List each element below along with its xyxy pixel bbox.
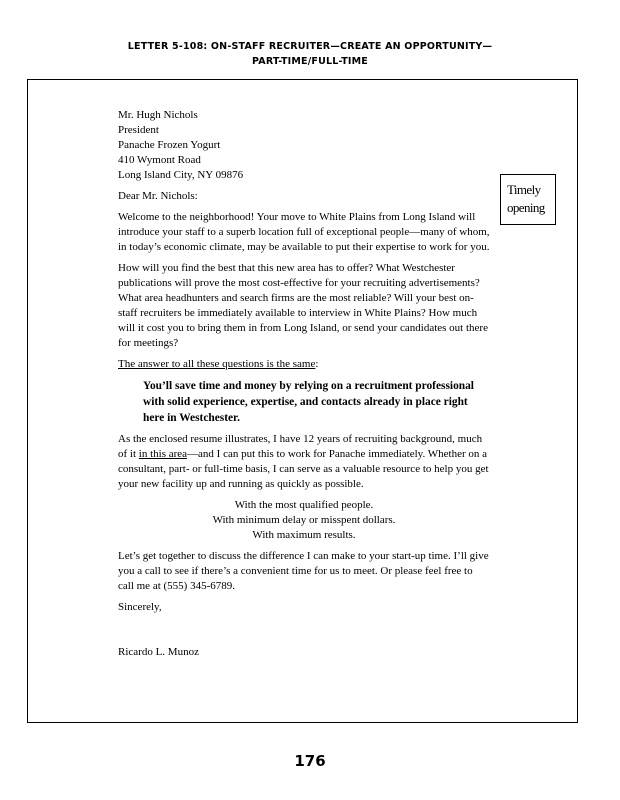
recipient-company: Panache Frozen Yogurt: [118, 139, 221, 151]
answer-lead-underlined: The answer to all these questions is the same: [118, 358, 316, 370]
recipient-name: Mr. Hugh Nichols: [118, 109, 198, 121]
recipient-title: President: [118, 124, 159, 136]
recipient-street: 410 Wymont Road: [118, 154, 201, 166]
letter-heading-line-1: LETTER 5-108: ON-STAFF RECRUITER—CREATE AN OPPORTUNITY—: [127, 41, 493, 52]
letter-body: [118, 108, 490, 660]
paragraph-resume-underlined: in this area: [138, 448, 188, 460]
page-number: 176: [294, 752, 326, 770]
paragraph-resume-part2: —and I can put this to work for Panache immediately. Whether on a consultant, part- or full-time basis, I can serve as a valuable resource to help you get your new facility up and running as quickly as possible.: [118, 448, 489, 490]
paragraph-resume: [118, 432, 490, 492]
centered-line: With the most qualified people.: [234, 499, 374, 511]
margin-note-box: Timely opening: [500, 174, 556, 225]
letter-heading-line-2: PART-TIME/FULL-TIME: [251, 56, 368, 67]
answer-lead-suffix: :: [315, 358, 319, 370]
recipient-city: Long Island City, NY 09876: [118, 169, 244, 181]
paragraph-call: Let’s get together to discuss the difference I can make to your start-up time. I’ll give you a call to see if there’s a convenient time for us to meet. Or please feel free to call me at (555) 345-6789.: [118, 550, 489, 592]
centered-line: With maximum results.: [252, 529, 356, 541]
centered-lines: [118, 498, 490, 543]
closing: Sincerely,: [118, 601, 162, 613]
bold-statement: You’ll save time and money by relying on a recruitment professional with solid experience, expertise, and contacts already in place right here in Westchester.: [143, 380, 474, 424]
paragraph-questions: How will you find the best that this new area has to offer? What Westchester publications will prove the most cost-effective for your recruiting advertisements? What area headhunters and search firms are the most reliable? Will your best on-staff recruiters be immediately available to interview in White Plains? How much will it cost you to bring them in from Long Island, or send your candidates out there for meetings?: [118, 262, 488, 349]
centered-line: With minimum delay or misspent dollars.: [212, 514, 396, 526]
signature-name: Ricardo L. Munoz: [118, 646, 199, 658]
answer-lead: [118, 357, 490, 372]
paragraph-welcome: Welcome to the neighborhood! Your move to White Plains from Long Island will introduce your staff to a superb location full of exceptional people—many of whom, in today’s economic climate, may be available to put their expertise to work for you.: [118, 211, 490, 253]
salutation: Dear Mr. Nichols:: [118, 190, 198, 202]
paragraph-resume-part1: As the enclosed resume illustrates, I have 12 years of recruiting background, much of it: [118, 433, 483, 460]
